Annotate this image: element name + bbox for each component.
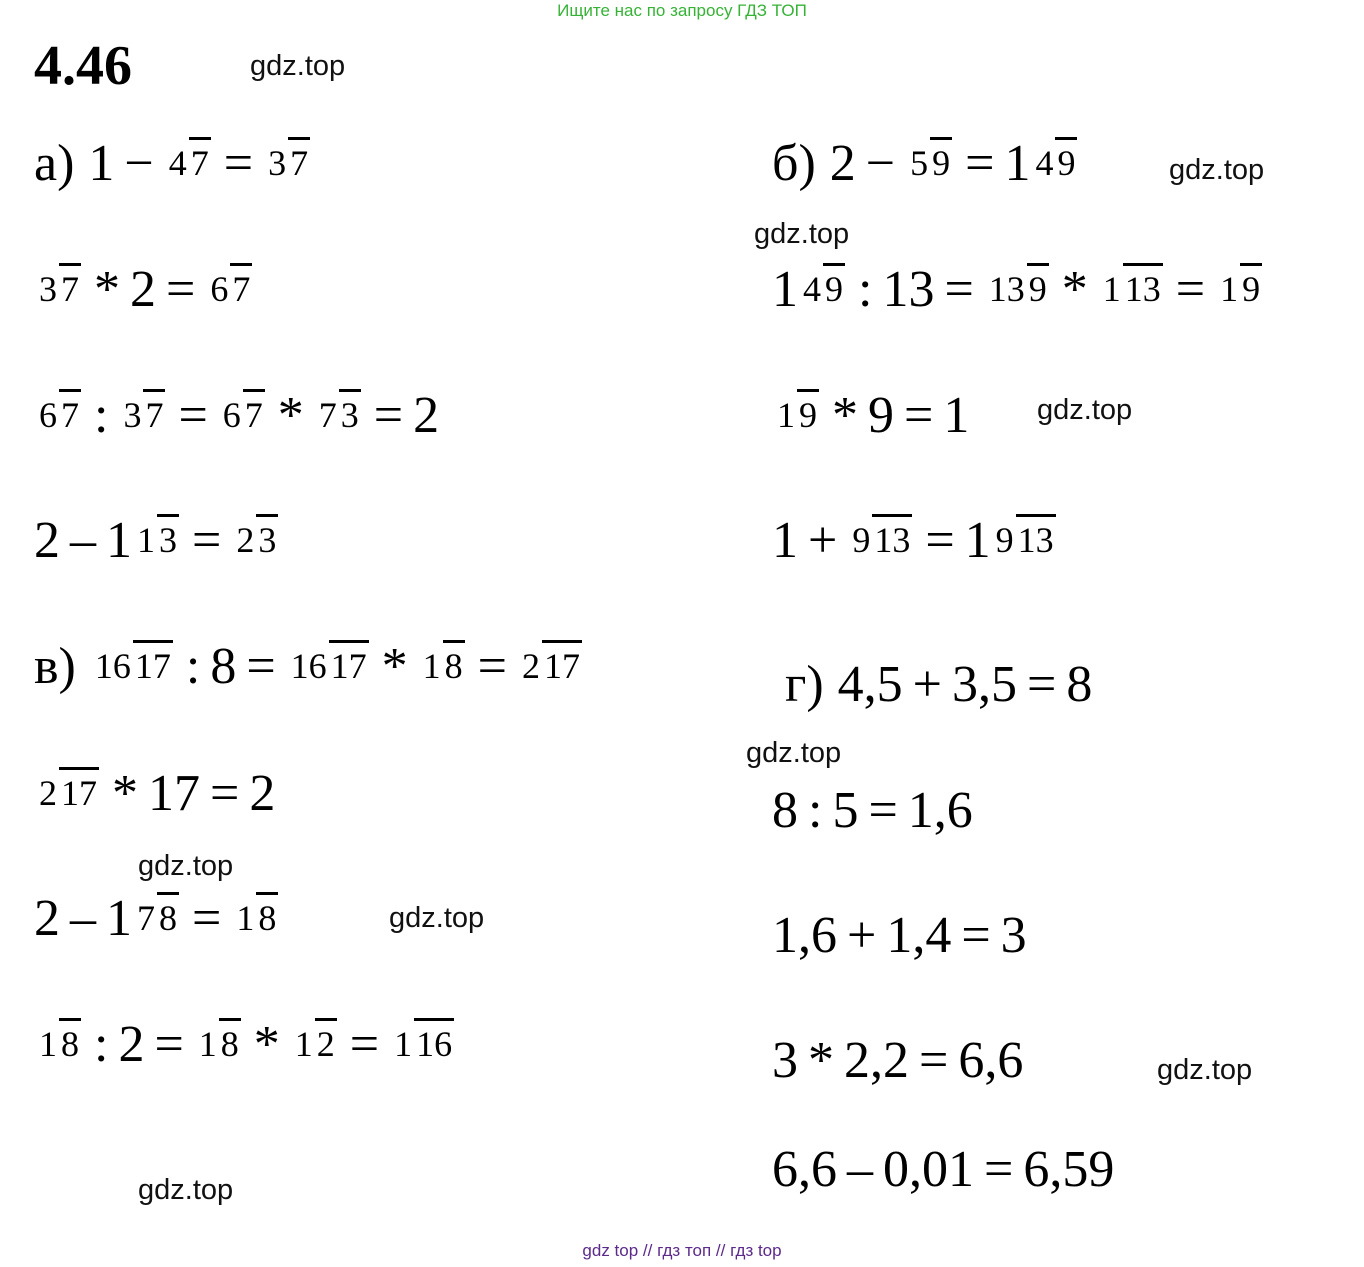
operator: =: [984, 1141, 1014, 1198]
numerator: 1: [294, 1024, 313, 1065]
operator: =: [1026, 656, 1057, 713]
term: 6,59: [1023, 1141, 1115, 1198]
term: 1: [964, 512, 991, 569]
denominator: 9: [930, 137, 952, 183]
operator: –: [70, 512, 96, 569]
equation-line: [34, 890, 281, 947]
numerator: 4: [1035, 143, 1054, 184]
equation-line: [772, 782, 973, 839]
term: 2: [34, 512, 60, 569]
operator: =: [868, 782, 898, 839]
equation-line: [772, 387, 970, 444]
fraction: [93, 645, 173, 688]
term: 8: [1066, 656, 1093, 713]
operator: −: [124, 135, 154, 192]
numerator: 7: [318, 395, 337, 436]
denominator: 8: [157, 892, 179, 938]
operator: =: [944, 261, 974, 318]
watermark: gdz.top: [138, 850, 234, 882]
term: 8: [772, 782, 798, 839]
denominator: 17: [542, 640, 582, 686]
denominator: 7: [143, 389, 165, 435]
top-banner: Ищите нас по запросу ГДЗ ТОП: [557, 1, 807, 20]
term: 2: [130, 261, 156, 318]
equation-line: [34, 135, 313, 192]
operator: =: [961, 907, 991, 964]
numerator: 3: [39, 269, 57, 310]
operator: =: [904, 387, 934, 444]
term: 0,01: [883, 1141, 974, 1198]
term: 1: [106, 512, 132, 569]
fraction: [1101, 268, 1163, 311]
fraction: [987, 268, 1049, 311]
term: 17: [148, 765, 200, 822]
operator: *: [112, 765, 138, 822]
exercise-number: 4.46: [34, 35, 132, 97]
operator: =: [192, 890, 222, 947]
operator: −: [865, 135, 896, 192]
equation-line: [772, 512, 1059, 569]
fraction: [289, 645, 369, 688]
denominator: 9: [1055, 137, 1077, 183]
operator: *: [94, 261, 120, 318]
fraction: [392, 1023, 454, 1066]
operator: =: [965, 135, 995, 192]
fraction: [775, 394, 819, 437]
numerator: 1: [137, 520, 155, 561]
operator: :: [94, 1016, 109, 1073]
term: 1,6: [772, 907, 837, 964]
fraction: [1218, 268, 1262, 311]
term: 1: [772, 261, 798, 318]
fraction: [801, 268, 845, 311]
term: 1: [943, 387, 970, 444]
fraction: [121, 394, 165, 437]
fraction: [37, 394, 81, 437]
denominator: 17: [329, 640, 369, 686]
equation-line: [34, 638, 585, 695]
denominator: 7: [59, 263, 81, 309]
term: 1,4: [886, 907, 952, 964]
denominator: 17: [59, 767, 99, 813]
operator: –: [70, 890, 96, 947]
numerator: 16: [290, 646, 327, 687]
term: в): [34, 638, 76, 695]
term: 13: [882, 261, 935, 318]
equation-line: [34, 261, 255, 318]
numerator: 7: [137, 898, 155, 939]
operator: =: [477, 638, 507, 695]
operator: *: [832, 387, 858, 444]
equation-line: [34, 512, 281, 569]
denominator: 8: [256, 892, 278, 938]
numerator: 1: [1102, 269, 1121, 310]
operator: *: [253, 1016, 280, 1073]
fraction: [421, 645, 465, 688]
equation-line: [772, 135, 1080, 192]
term: 4,5: [837, 656, 903, 713]
operator: =: [154, 1016, 184, 1073]
numerator: 1: [394, 1024, 413, 1065]
numerator: 1: [39, 1024, 57, 1065]
operator: *: [808, 1032, 834, 1089]
denominator: 3: [157, 514, 179, 560]
numerator: 1: [198, 1024, 217, 1065]
equation-line: [772, 907, 1027, 964]
term: 5: [832, 782, 859, 839]
denominator: 9: [1240, 263, 1262, 309]
denominator: 8: [443, 640, 465, 686]
fraction: [293, 1023, 337, 1066]
watermark: gdz.top: [1157, 1054, 1253, 1086]
watermark: gdz.top: [746, 737, 842, 769]
fraction: [317, 394, 361, 437]
operator: +: [808, 512, 838, 569]
denominator: 7: [243, 389, 265, 435]
operator: =: [178, 387, 208, 444]
operator: :: [94, 387, 109, 444]
term: 6,6: [772, 1141, 837, 1198]
equation-line: [34, 1016, 457, 1073]
operator: *: [1061, 261, 1088, 318]
operator: =: [166, 261, 196, 318]
fraction: [850, 519, 912, 562]
equation-line: [34, 387, 440, 444]
term: 3: [772, 1032, 798, 1089]
operator: +: [847, 907, 877, 964]
numerator: 5: [910, 143, 929, 184]
denominator: 13: [872, 514, 912, 560]
operator: +: [912, 656, 942, 713]
operator: =: [223, 135, 254, 192]
denominator: 9: [823, 263, 845, 309]
equation-line: [34, 765, 276, 822]
numerator: 6: [210, 269, 229, 310]
term: 1: [772, 512, 798, 569]
term: 1: [1004, 135, 1031, 192]
denominator: 2: [315, 1018, 337, 1064]
watermark: gdz.top: [250, 50, 346, 82]
fraction: [994, 519, 1056, 562]
numerator: 3: [123, 395, 142, 436]
fraction: [37, 268, 81, 311]
term: 2: [34, 890, 60, 947]
numerator: 6: [222, 395, 241, 436]
denominator: 7: [189, 137, 211, 183]
denominator: 3: [256, 514, 278, 560]
numerator: 4: [803, 269, 821, 310]
fraction: [197, 1023, 241, 1066]
term: б): [772, 135, 816, 192]
term: 2,2: [844, 1032, 909, 1089]
denominator: 13: [1016, 514, 1056, 560]
numerator: 1: [777, 395, 795, 436]
operator: =: [919, 1032, 949, 1089]
term: 2: [829, 135, 856, 192]
denominator: 7: [59, 389, 81, 435]
operator: =: [192, 512, 222, 569]
denominator: 9: [1027, 263, 1049, 309]
numerator: 2: [236, 520, 255, 561]
denominator: 13: [1123, 263, 1163, 309]
term: 1: [106, 890, 132, 947]
watermark: gdz.top: [754, 218, 850, 250]
denominator: 7: [288, 137, 310, 183]
equation-line: [772, 261, 1265, 318]
fraction: [266, 142, 310, 185]
fraction: [520, 645, 582, 688]
denominator: 8: [59, 1018, 81, 1064]
fraction: [208, 268, 252, 311]
denominator: 9: [797, 389, 819, 435]
term: 2: [118, 1016, 145, 1073]
fraction: [234, 519, 278, 562]
operator: =: [349, 1016, 380, 1073]
numerator: 6: [39, 395, 57, 436]
numerator: 2: [521, 646, 540, 687]
operator: :: [185, 638, 201, 695]
fraction: [167, 142, 211, 185]
term: 2: [413, 387, 440, 444]
operator: =: [373, 387, 404, 444]
operator: –: [847, 1141, 873, 1198]
fraction: [908, 142, 952, 185]
denominator: 3: [339, 389, 361, 435]
equation-line: [772, 1032, 1024, 1089]
equation-line: [772, 1141, 1115, 1198]
term: г): [785, 656, 824, 713]
operator: =: [925, 512, 955, 569]
operator: *: [277, 387, 304, 444]
term: а): [34, 135, 75, 192]
watermark: gdz.top: [389, 902, 485, 934]
numerator: 9: [852, 520, 871, 561]
operator: =: [210, 765, 240, 822]
equation-line: [785, 656, 1093, 713]
numerator: 2: [39, 773, 57, 814]
term: 1,6: [907, 782, 973, 839]
numerator: 3: [268, 143, 287, 184]
operator: =: [246, 638, 276, 695]
operator: =: [1175, 261, 1206, 318]
fraction: [135, 897, 179, 940]
operator: :: [808, 782, 823, 839]
fraction: [234, 897, 278, 940]
fraction: [221, 394, 265, 437]
numerator: 1: [1220, 269, 1239, 310]
numerator: 1: [422, 646, 441, 687]
fraction: [1033, 142, 1077, 185]
denominator: 17: [133, 640, 173, 686]
operator: *: [381, 638, 408, 695]
term: 1: [88, 135, 115, 192]
term: 3: [1000, 907, 1027, 964]
numerator: 4: [168, 143, 187, 184]
term: 8: [210, 638, 237, 695]
numerator: 13: [988, 269, 1025, 310]
fraction: [37, 772, 99, 815]
numerator: 9: [995, 520, 1014, 561]
numerator: 16: [94, 646, 131, 687]
denominator: 8: [219, 1018, 241, 1064]
term: 2: [249, 765, 276, 822]
watermark: gdz.top: [138, 1174, 234, 1206]
term: 6,6: [958, 1032, 1024, 1089]
footer-links[interactable]: gdz top // гдз топ // гдз top: [582, 1241, 782, 1260]
fraction: [37, 1023, 81, 1066]
fraction: [135, 519, 179, 562]
operator: :: [858, 261, 873, 318]
watermark: gdz.top: [1037, 394, 1133, 426]
numerator: 1: [236, 898, 255, 939]
watermark: gdz.top: [1169, 154, 1265, 186]
denominator: 7: [230, 263, 252, 309]
denominator: 16: [414, 1018, 454, 1064]
term: 3,5: [951, 656, 1017, 713]
term: 9: [868, 387, 894, 444]
